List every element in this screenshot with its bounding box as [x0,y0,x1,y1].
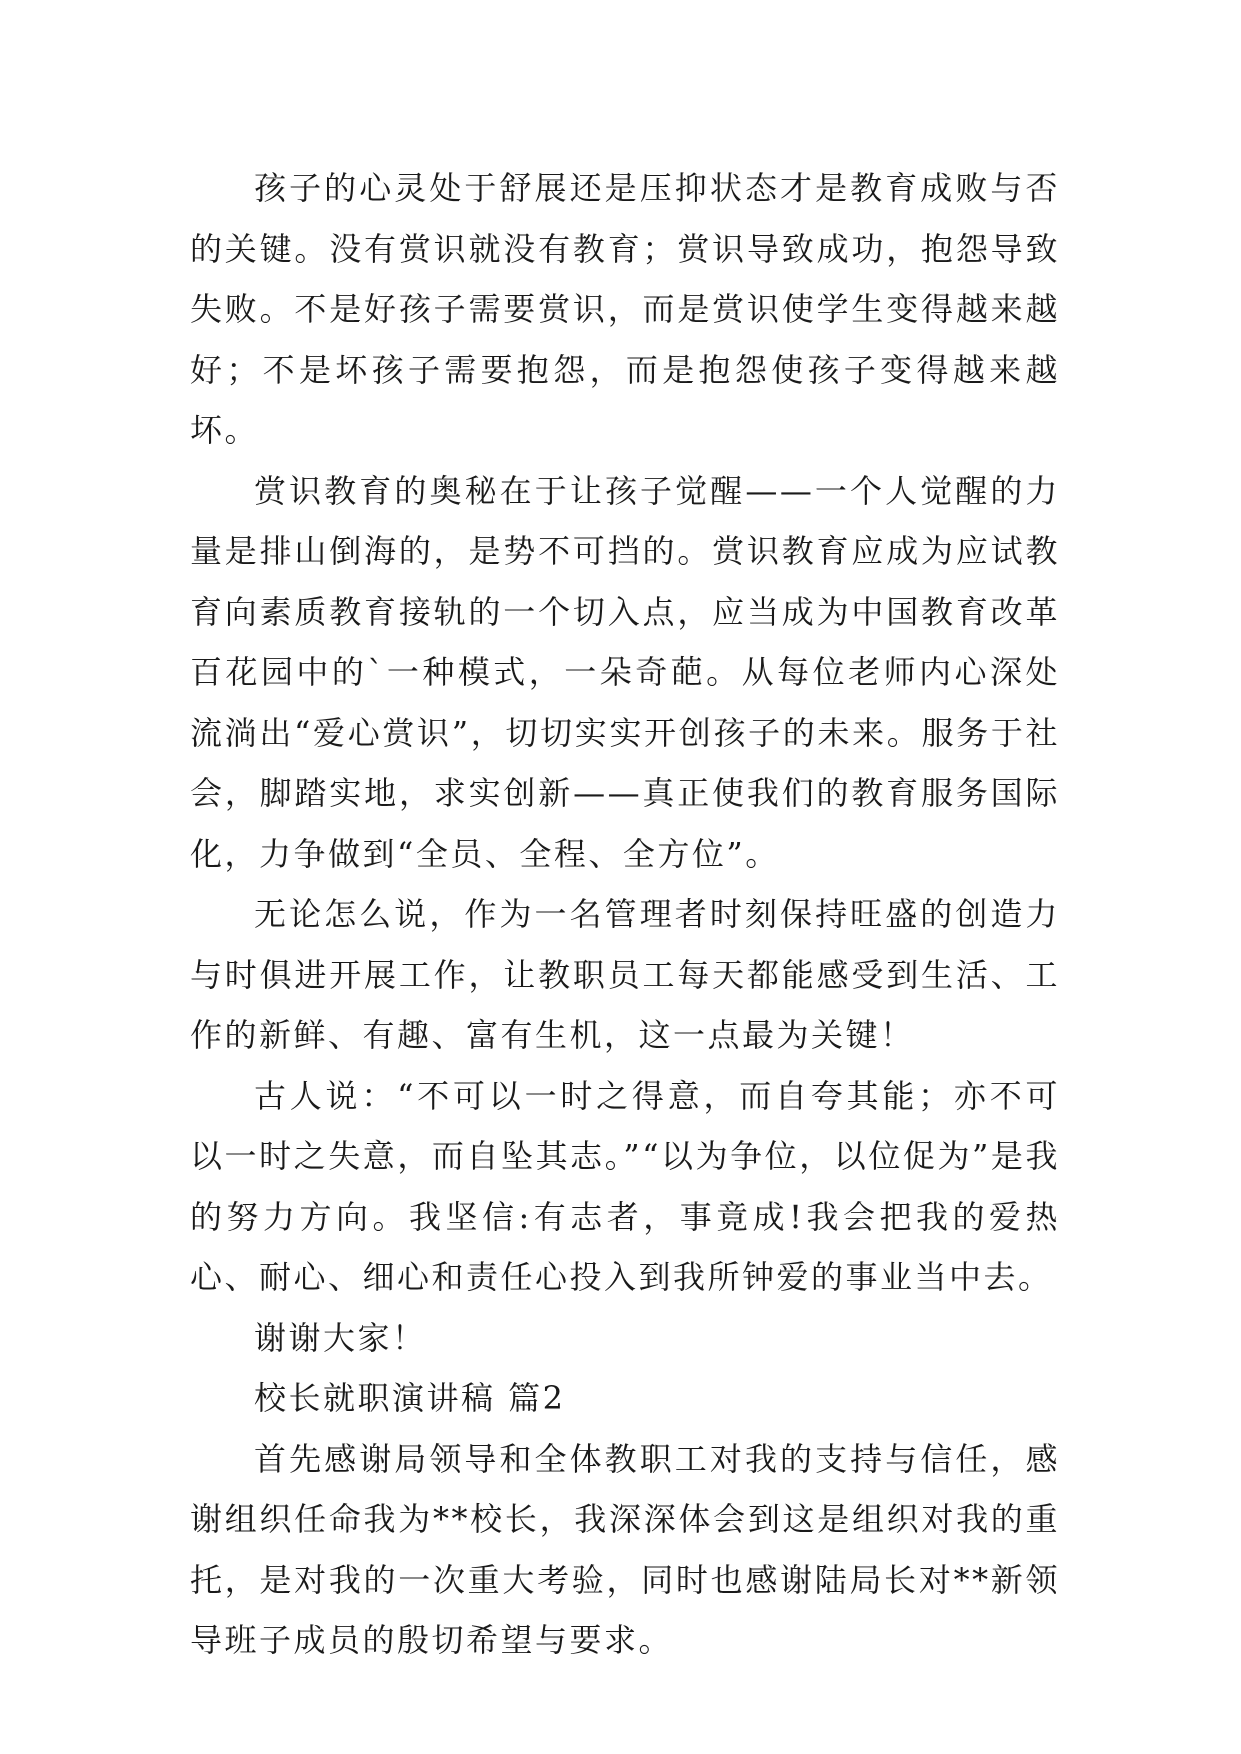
paragraph-manager-creativity: 无论怎么说，作为一名管理者时刻保持旺盛的创造力与时俱进开展工作，让教职员工每天都能感受到生活、工作的新鲜、有趣、富有生机，这一点最为关键！ [190,895,1060,1054]
paragraph-opening-thanks: 首先感谢局领导和全体教职工对我的支持与信任，感谢组织任命我为**校长，我深深体会到这是组织对我的重托，是对我的一次重大考验，同时也感谢陆局长对**新领导班子成员的殷切希望与要求。 [190,1439,1060,1659]
document-body [190,158,1060,1671]
paragraph-appreciation-key: 孩子的心灵处于舒展还是压抑状态才是教育成败与否的关键。没有赏识就没有教育；赏识导致成功，抱怨导致失败。不是好孩子需要赏识，而是赏识使学生变得越来越好；不是坏孩子需要抱怨，而是抱怨使孩子变得越来越坏。 [190,169,1060,449]
section-heading: 校长就职演讲稿 篇2 [254,1379,566,1417]
paragraph-thanks: 谢谢大家！ [254,1318,427,1357]
paragraph-appreciation-secret: 赏识教育的奥秘在于让孩子觉醒——一个人觉醒的力量是排山倒海的，是势不可挡的。赏识教育应成为应试教育向素质教育接轨的一个切入点，应当成为中国教育改革百花园中的`一种模式，一朵奇葩。从每位老师内心深处流淌出“爱心赏识”，切切实实开创孩子的未来。服务于社会，脚踏实地，求实创新——真正使我们的教育服务国际化，力争做到“全员、全程、全方位”。 [190,471,1060,873]
paragraph-ancient-saying: 古人说：“不可以一时之得意，而自夸其能；亦不可以一时之失意，而自坠其志。”“以为争位，以位促为”是我的努力方向。我坚信:有志者，事竟成!我会把我的爱热心、耐心、细心和责任心投入到我所钟爱的事业当中去。 [190,1076,1060,1296]
